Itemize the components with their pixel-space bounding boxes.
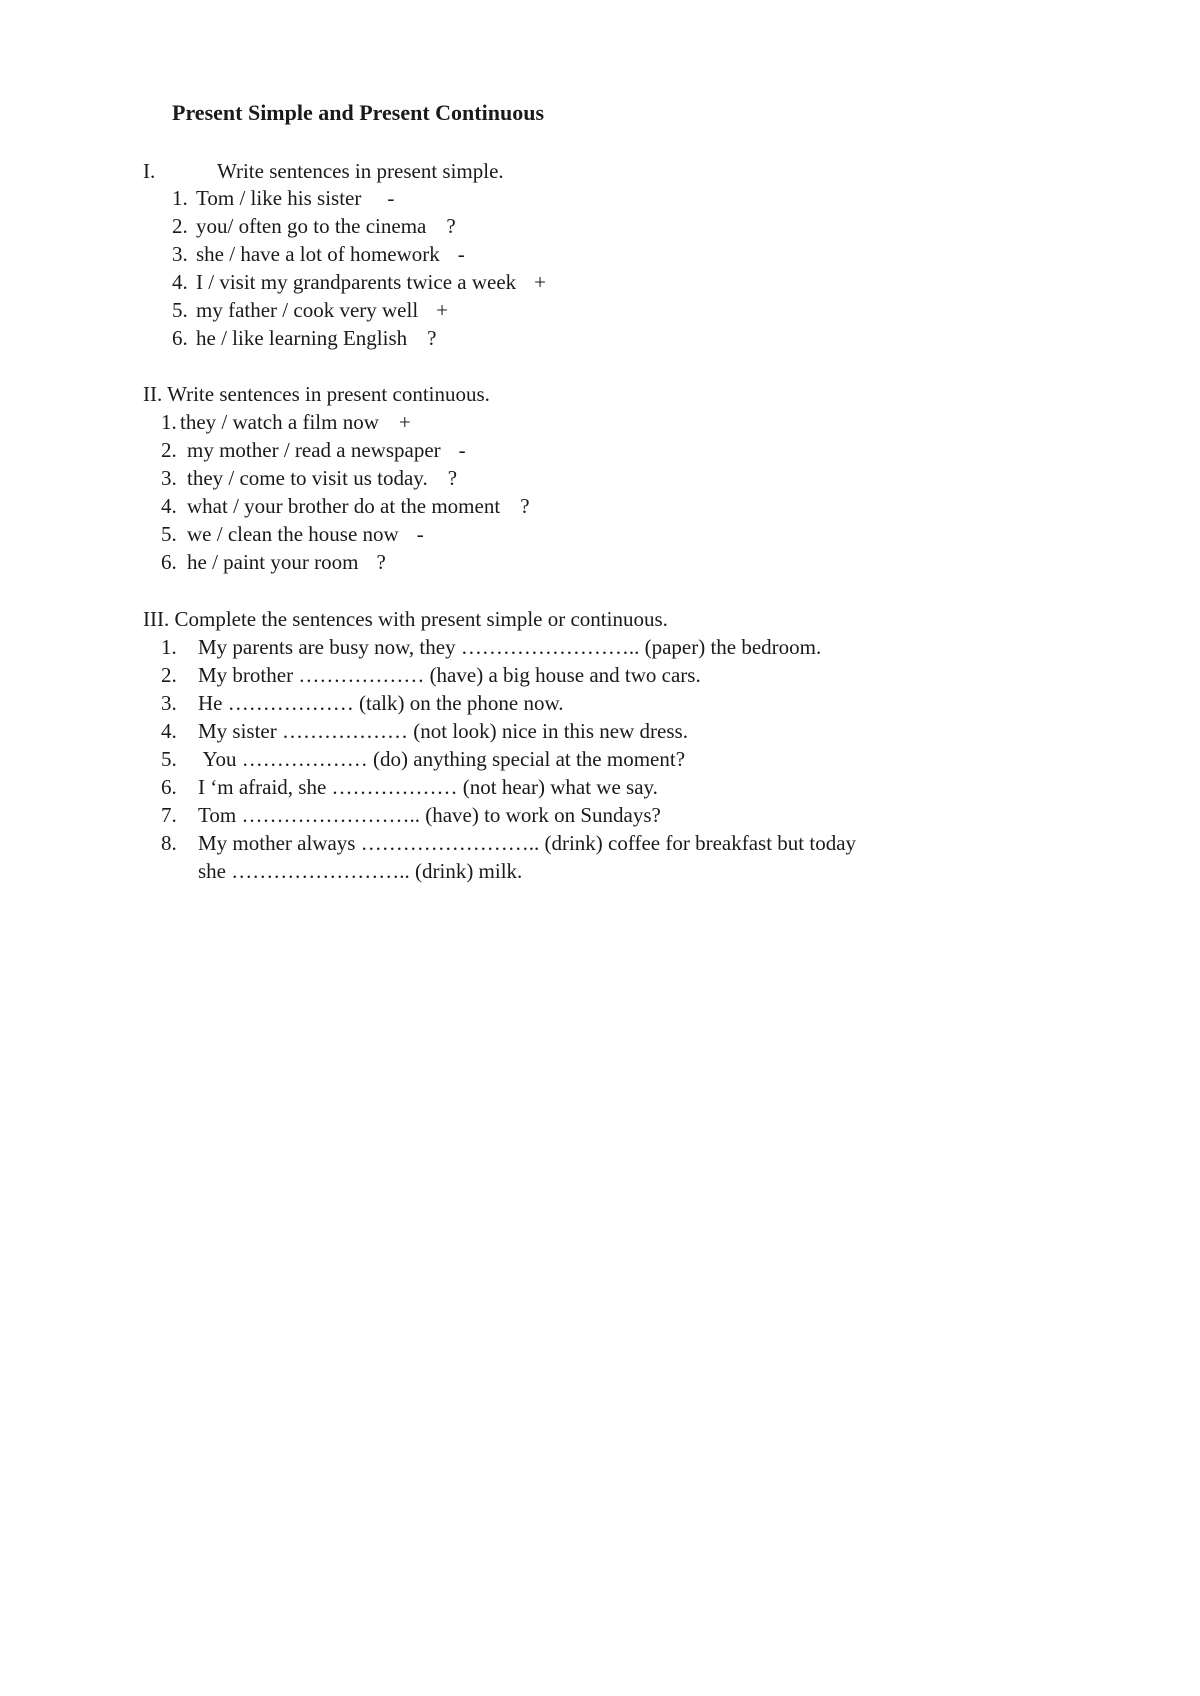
list-item: 6. I ‘m afraid, she ……………… (not hear) what we say. [161, 775, 658, 799]
list-item: 3. they / come to visit us today. ? [161, 466, 458, 490]
list-item: 1. they / watch a film now + [161, 410, 411, 434]
list-item: 2. My brother ……………… (have) a big house and two cars. [161, 663, 701, 687]
page-title: Present Simple and Present Continuous [172, 100, 545, 125]
list-item: 6. he / paint your room ? [161, 550, 386, 574]
list-item: 8. My mother always …………………….. (drink) coffee for breakfast but today [161, 831, 857, 855]
list-item: 7. Tom …………………….. (have) to work on Sundays? [161, 803, 661, 827]
section-2-heading: II. Write sentences in present continuous. [143, 382, 490, 406]
list-item: 2. you/ often go to the cinema ? [172, 214, 456, 238]
section-1-heading [143, 159, 504, 183]
list-item: 5. we / clean the house now - [161, 522, 424, 546]
list-item: 4. what / your brother do at the moment ? [161, 494, 530, 518]
list-item: 5. You ……………… (do) anything special at the moment? [161, 747, 686, 771]
list-item: 6. he / like learning English ? [172, 326, 437, 350]
section-3-heading: III. Complete the sentences with present simple or continuous. [143, 607, 668, 631]
list-item: 4. I / visit my grandparents twice a week + [172, 270, 546, 294]
list-item: 2. my mother / read a newspaper - [161, 438, 466, 462]
list-item: 1. Tom / like his sister - [172, 186, 395, 210]
list-item-continuation: she …………………….. (drink) milk. [198, 859, 523, 883]
list-item: 3. she / have a lot of homework - [172, 242, 465, 266]
list-item: 4. My sister ……………… (not look) nice in this new dress. [161, 719, 688, 743]
list-item: 5. my father / cook very well + [172, 298, 449, 322]
list-item: 1. My parents are busy now, they …………………….. (paper) the bedroom. [161, 635, 822, 659]
section-1-number: I. [143, 159, 156, 183]
section-1-heading-text: Write sentences in present simple. [217, 159, 504, 183]
list-item: 3. He ……………… (talk) on the phone now. [161, 691, 564, 715]
